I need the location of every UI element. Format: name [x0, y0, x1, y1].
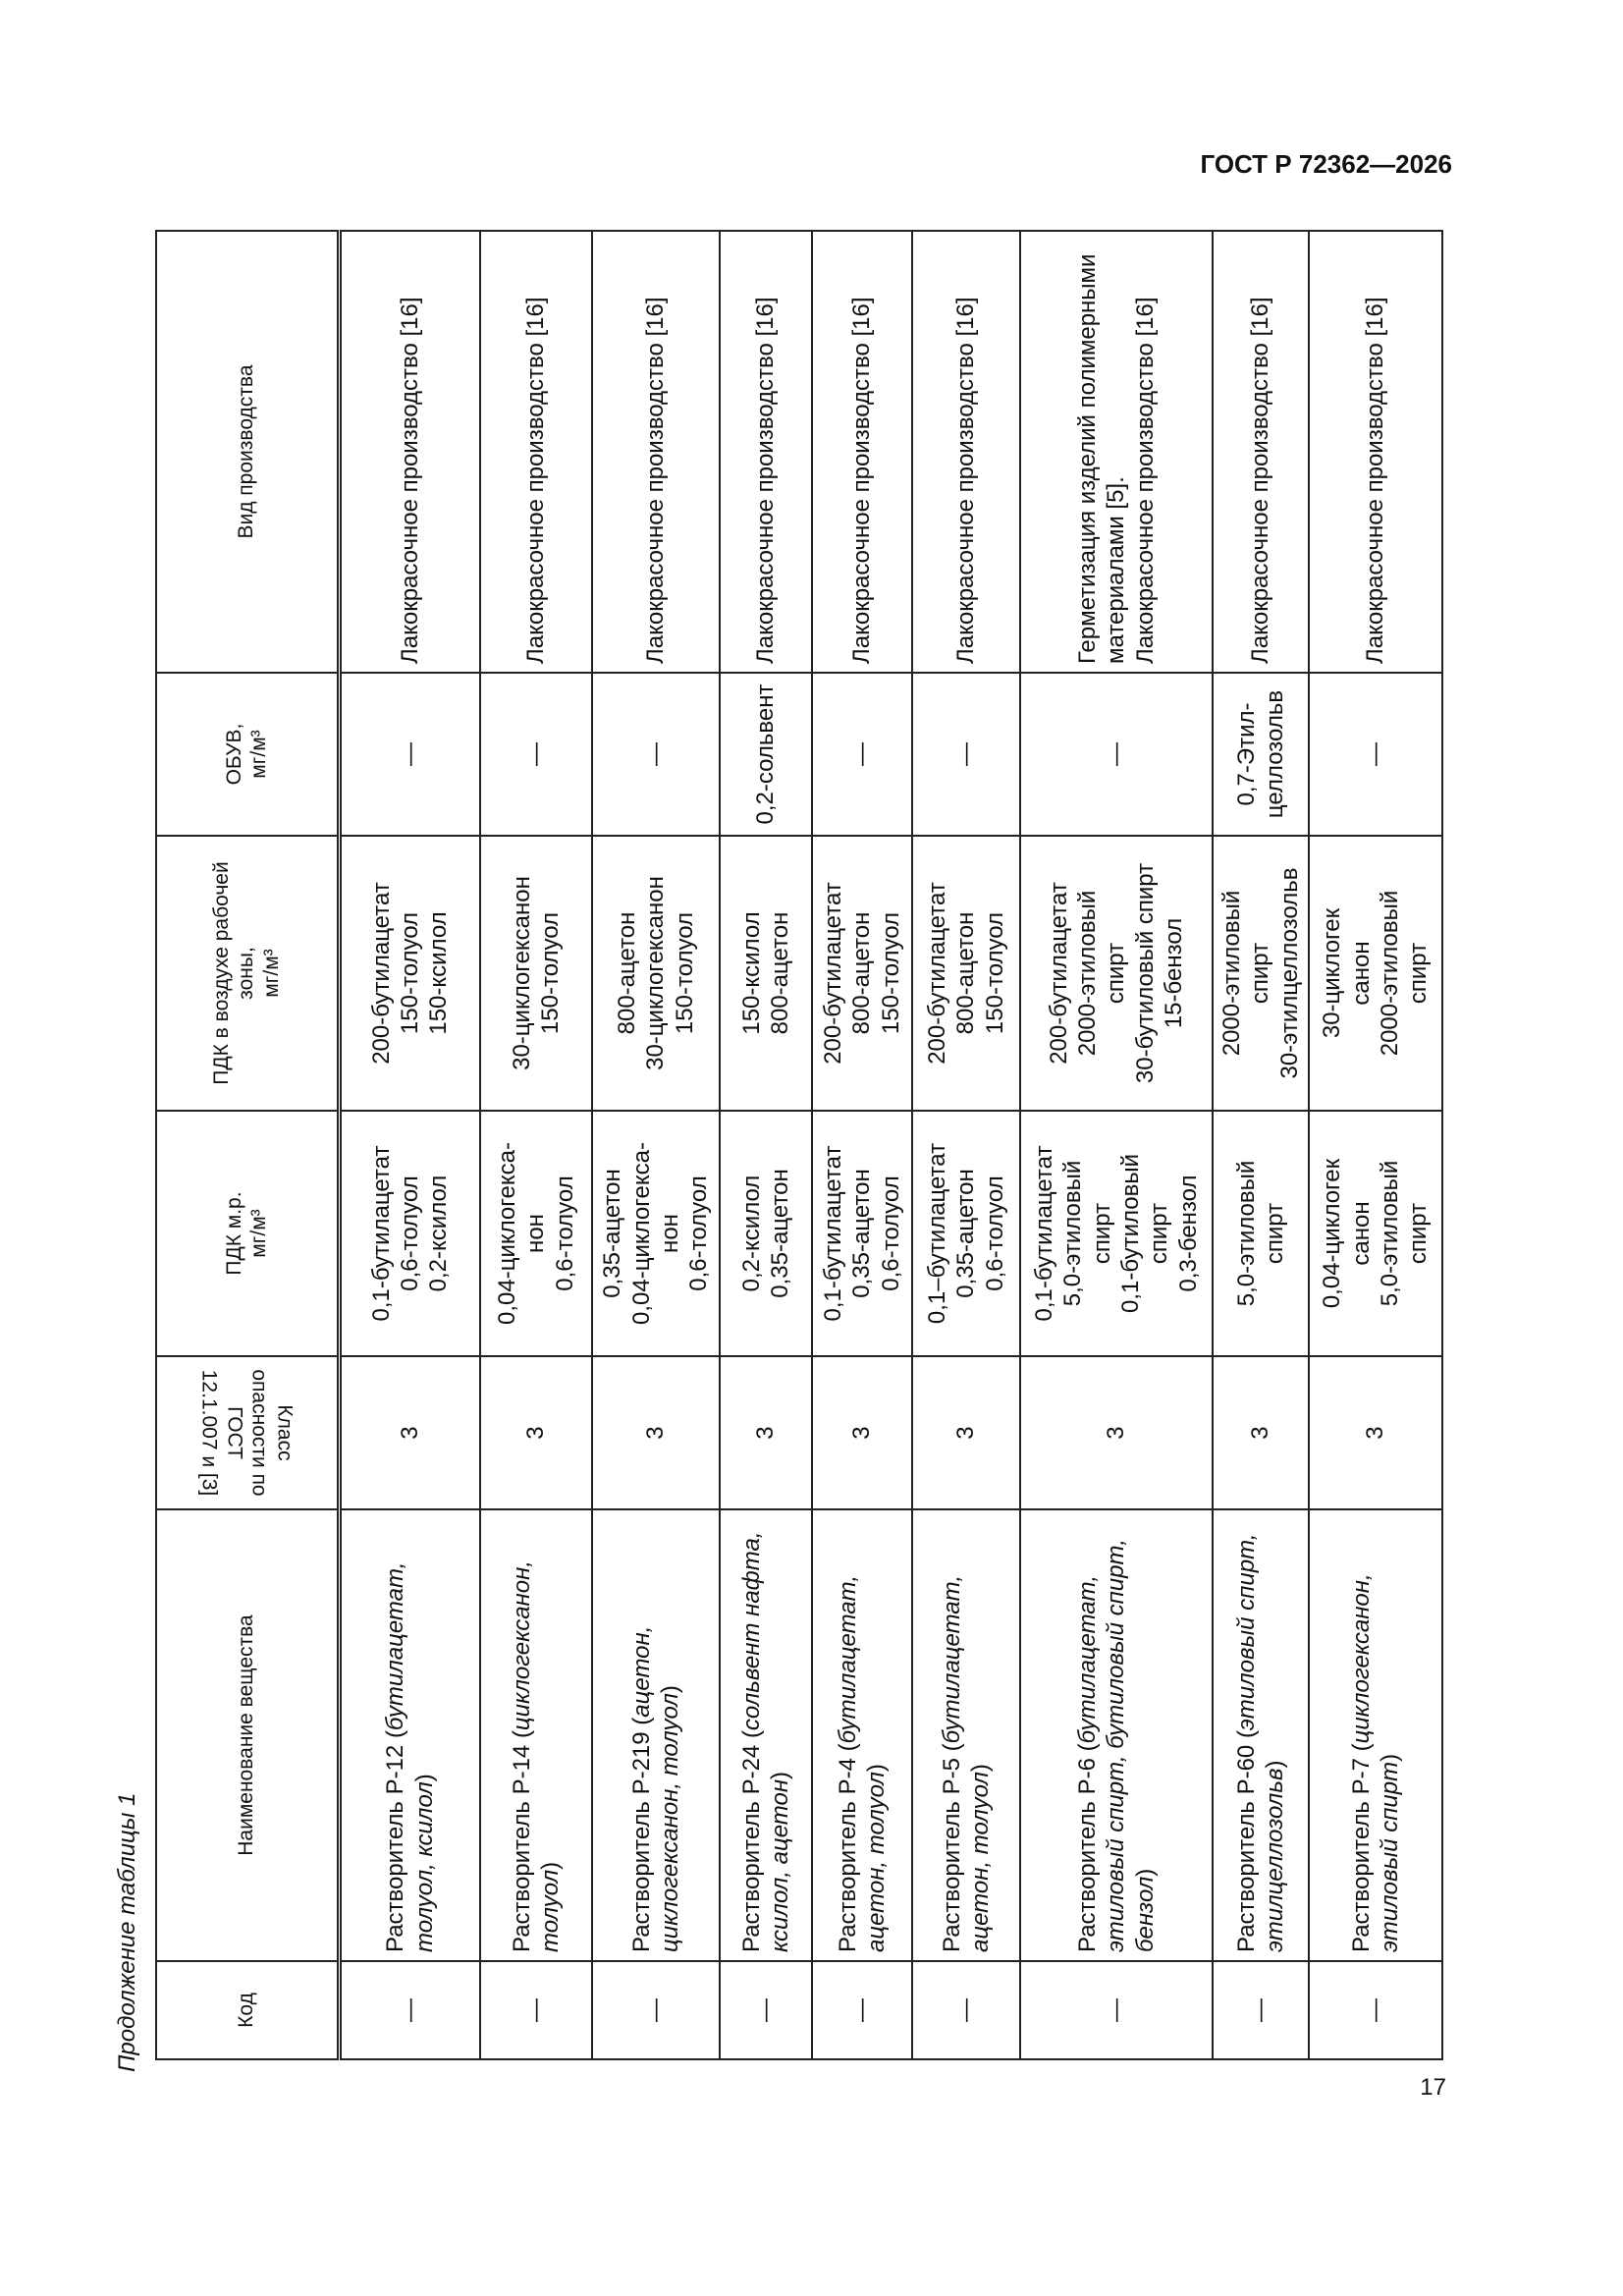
class-text: 3 — [1362, 1426, 1389, 1440]
cell-production — [1213, 231, 1309, 673]
cell-pdk-mr — [812, 1111, 912, 1356]
table-row — [1213, 231, 1309, 2059]
obuv-text: — — [952, 742, 980, 766]
name-components-text: этиловый спирт, этилцеллозольв — [1232, 1533, 1288, 1952]
class-text: 3 — [848, 1426, 876, 1440]
cell-pdk-air — [720, 836, 812, 1111]
pdk-mr-line: 0,6-толуол — [981, 1175, 1008, 1291]
cell-pdk-mr — [1213, 1111, 1309, 1356]
cell-production — [480, 231, 592, 673]
pdk-air-line: 2000-этиловый — [1376, 890, 1403, 1057]
obuv-header-unit: мг/м³ — [247, 730, 271, 779]
name-components-text: бутилацетат, ацетон, толуол — [834, 1574, 890, 1952]
cell-obuv — [812, 673, 912, 836]
name-close-text: ) — [967, 1764, 994, 1773]
code-text: — — [1247, 1998, 1274, 2022]
production-line: Лакокрасочное производство [16] — [752, 297, 780, 664]
obuv-text: 0,7-Этил-целлозольв — [1232, 689, 1288, 819]
name-text: Растворитель Р-219 ( — [627, 1717, 655, 1952]
pdk-mr-line: 0,2-ксилол — [425, 1175, 453, 1292]
code-text: — — [1362, 1998, 1389, 2022]
table-row — [720, 231, 812, 2059]
cell-production — [912, 231, 1020, 673]
pdk-air-line: санон — [1347, 941, 1375, 1006]
cell-obuv — [912, 673, 1020, 836]
cell-obuv — [1213, 673, 1309, 836]
pdk-mr-line: 0,2-ксилол — [737, 1175, 765, 1292]
pdk-air-line: 200-бутилацетат — [924, 882, 951, 1065]
name-components-text: циклогексанон, этиловый спирт — [1347, 1573, 1403, 1952]
code-text: — — [752, 1998, 780, 2022]
cell-obuv — [592, 673, 720, 836]
col-header-pdk-mr — [156, 1111, 339, 1356]
name-text: Растворитель Р-5 ( — [938, 1743, 965, 1952]
production-line: Лакокрасочное производство [16] — [642, 297, 670, 664]
table-caption: Продолжение таблицы 1 — [114, 1792, 140, 2072]
name-close-text: ) — [537, 1861, 564, 1870]
cell-production — [339, 231, 480, 673]
cell-pdk-mr — [720, 1111, 812, 1356]
table-row — [339, 231, 480, 2059]
pdk-mr-line: нон — [657, 1214, 683, 1253]
pdk-mr-line: 0,6-толуол — [551, 1175, 578, 1291]
obuv-text: — — [397, 742, 424, 766]
cell-pdk-air — [812, 836, 912, 1111]
pdk-air-line: спирт — [1405, 942, 1433, 1005]
cell-pdk-air — [592, 836, 720, 1111]
pdk-air-line: 200-бутилацетат — [367, 882, 395, 1065]
col-header-pdk-air — [156, 836, 339, 1111]
substances-table — [155, 230, 1443, 2060]
pdk-mr-line: 0,1-бутилацетат — [367, 1145, 395, 1322]
obuv-header-text: ОБУВ, — [222, 723, 245, 786]
cell-production — [1309, 231, 1442, 673]
cell-class — [912, 1356, 1020, 1509]
cell-code — [720, 1961, 812, 2059]
pdk-mr-line: 0,1-бутилацетат — [820, 1145, 847, 1322]
pdk-mr-line: 0,04-циклогекса- — [494, 1142, 521, 1325]
obuv-text: — — [1103, 742, 1130, 766]
cell-pdk-air — [339, 836, 480, 1111]
pdk-air-line: 800-ацетон — [614, 911, 641, 1035]
pdk-air-line: 800-ацетон — [952, 911, 980, 1035]
pdk-air-line: 150-толуол — [877, 911, 904, 1035]
cell-obuv — [720, 673, 812, 836]
pdk-air-line: 150-толуол — [671, 911, 698, 1035]
code-text: — — [397, 1998, 424, 2022]
obuv-text: 0,2-сольвент — [752, 683, 780, 825]
pdk-air-line: 150-ксилол — [425, 911, 453, 1035]
table-row — [1309, 231, 1442, 2059]
cell-class — [812, 1356, 912, 1509]
name-close-text: ) — [410, 1774, 438, 1782]
pdk-air-line: 15-бензол — [1160, 917, 1187, 1029]
cell-pdk-mr — [480, 1111, 592, 1356]
cell-obuv — [480, 673, 592, 836]
obuv-text: — — [642, 742, 670, 766]
pdk-mr-line: нон — [522, 1214, 550, 1253]
name-text: Растворитель Р-6 ( — [1074, 1743, 1102, 1952]
name-components-text: циклогексанон, толуол — [508, 1560, 564, 1952]
name-text: Растворитель Р-7 ( — [1347, 1743, 1375, 1952]
cell-class — [1020, 1356, 1213, 1509]
obuv-text: — — [1362, 742, 1389, 766]
pdk-air-line: 2000-этиловый — [1218, 890, 1245, 1057]
cell-code — [480, 1961, 592, 2059]
class-text: 3 — [1247, 1426, 1274, 1440]
production-line: Лакокрасочное производство [16] — [522, 297, 550, 664]
cell-name — [1020, 1509, 1213, 1961]
cell-name — [480, 1509, 592, 1961]
name-close-text: ) — [767, 1771, 793, 1779]
class-text: 3 — [952, 1426, 980, 1440]
col-header-production: Вид производства — [156, 231, 339, 673]
pdk-mr-line: 0,6-толуол — [397, 1175, 424, 1291]
cell-name — [592, 1509, 720, 1961]
code-text: — — [642, 1998, 670, 2022]
pdk-air-line: 30-бутиловый спирт — [1131, 862, 1159, 1084]
name-components-text: сольвент нафта, ксилол, ацетон — [737, 1531, 793, 1952]
pdk-mr-line: 0,1-бутиловый — [1117, 1154, 1144, 1313]
pdk-mr-line: 0,35-ацетон — [767, 1169, 793, 1298]
cell-code — [1213, 1961, 1309, 2059]
pdk-mr-line: спирт — [1405, 1202, 1433, 1265]
cell-pdk-air — [1213, 836, 1309, 1111]
standard-number: ГОСТ Р 72362—2026 — [1200, 149, 1452, 179]
cell-class — [339, 1356, 480, 1509]
pdk-mr-line: 0,3-бензол — [1174, 1175, 1202, 1292]
cell-code — [1020, 1961, 1213, 2059]
cell-name — [1213, 1509, 1309, 1961]
cell-pdk-mr — [592, 1111, 720, 1356]
table-row — [812, 231, 912, 2059]
pdk-air-line: 800-ацетон — [767, 911, 793, 1035]
cell-pdk-air — [1309, 836, 1442, 1111]
table-row — [912, 231, 1020, 2059]
cell-pdk-mr — [912, 1111, 1020, 1356]
cell-name — [812, 1509, 912, 1961]
name-text: Растворитель Р-60 ( — [1232, 1730, 1260, 1952]
cell-pdk-mr — [339, 1111, 480, 1356]
pdk-mr-line: спирт — [1261, 1202, 1288, 1265]
table-header-row — [156, 231, 339, 2059]
pdk-mr-line: 0,1–бутилацетат — [924, 1142, 951, 1325]
production-line: Лакокрасочное производство [16] — [848, 297, 876, 664]
table-row — [592, 231, 720, 2059]
pdk-mr-line: санон — [1347, 1201, 1375, 1266]
pdk-mr-line: 5,0-этиловый — [1376, 1160, 1403, 1307]
col-header-code: Код — [156, 1961, 339, 2059]
cell-class — [480, 1356, 592, 1509]
cell-code — [912, 1961, 1020, 2059]
cell-class — [1213, 1356, 1309, 1509]
name-text: Растворитель Р-12 ( — [382, 1730, 409, 1952]
pdk-mr-line: 0,04-циклогекса- — [627, 1142, 655, 1325]
pdk-mr-header-unit: мг/м³ — [247, 1209, 271, 1258]
cell-pdk-air — [1020, 836, 1213, 1111]
name-components-text: бутилацетат, ацетон, толуол — [938, 1574, 994, 1952]
pdk-air-line: 200-бутилацетат — [820, 882, 847, 1065]
obuv-text: — — [522, 742, 550, 766]
cell-production — [812, 231, 912, 673]
pdk-air-line: спирт — [1247, 942, 1274, 1005]
name-components-text: ацетон, циклогексанон, толуол — [627, 1625, 683, 1952]
pdk-mr-line: 0,04-циклогек — [1319, 1158, 1346, 1309]
page-number: 17 — [1420, 2074, 1446, 2101]
code-text: — — [952, 1998, 980, 2022]
obuv-text: — — [848, 742, 876, 766]
table-row — [480, 231, 592, 2059]
pdk-air-line: 30-этилцеллозольв — [1275, 867, 1303, 1079]
name-text: Растворитель Р-4 ( — [834, 1743, 861, 1952]
code-text: — — [522, 1998, 550, 2022]
class-text: 3 — [642, 1426, 670, 1440]
pdk-mr-header-text: ПДК м.р. — [222, 1191, 245, 1276]
cell-name — [720, 1509, 812, 1961]
code-text: — — [1103, 1998, 1130, 2022]
class-text: 3 — [1103, 1426, 1130, 1440]
pdk-air-line: спирт — [1103, 942, 1130, 1005]
cell-code — [339, 1961, 480, 2059]
cell-code — [1309, 1961, 1442, 2059]
pdk-air-header-unit: мг/м³ — [260, 949, 284, 998]
pdk-mr-line: 0,35-ацетон — [599, 1169, 626, 1298]
cell-production — [592, 231, 720, 673]
cell-pdk-air — [912, 836, 1020, 1111]
table-body — [339, 231, 1442, 2059]
name-close-text: ) — [657, 1685, 683, 1694]
cell-obuv — [1309, 673, 1442, 836]
cell-pdk-mr — [1020, 1111, 1213, 1356]
pdk-air-line: 200-бутилацетат — [1045, 882, 1072, 1065]
cell-production — [720, 231, 812, 673]
name-components-text: бутилацетат, толуол, ксилол — [382, 1561, 438, 1952]
cell-obuv — [1020, 673, 1213, 836]
table-row — [1020, 231, 1213, 2059]
pdk-mr-line: спирт — [1088, 1202, 1115, 1265]
cell-class — [592, 1356, 720, 1509]
pdk-air-line: 150-ксилол — [737, 911, 765, 1035]
pdk-mr-line: спирт — [1146, 1202, 1173, 1265]
pdk-air-line: 150-толуол — [537, 911, 564, 1035]
production-line: Лакокрасочное производство [16] — [1131, 297, 1159, 664]
pdk-air-header-text: ПДК в воздухе рабочей зоны, — [209, 861, 258, 1085]
cell-code — [592, 1961, 720, 2059]
class-text: 3 — [522, 1426, 550, 1440]
cell-pdk-mr — [1309, 1111, 1442, 1356]
class-text: 3 — [752, 1426, 780, 1440]
pdk-mr-line: 0,6-толуол — [877, 1175, 904, 1291]
code-text: — — [848, 1998, 876, 2022]
pdk-air-line: 30-циклогек — [1319, 907, 1346, 1039]
name-components-text: бутилацетат, этиловый спирт, бутиловый спирт, бензол — [1074, 1539, 1159, 1952]
pdk-mr-line: 5,0-этиловый — [1059, 1160, 1087, 1307]
pdk-mr-line: 0,35-ацетон — [848, 1169, 876, 1298]
name-text: Растворитель Р-24 ( — [737, 1730, 765, 1952]
cell-name — [339, 1509, 480, 1961]
cell-name — [1309, 1509, 1442, 1961]
production-line: Лакокрасочное производство [16] — [1362, 297, 1389, 664]
cell-name — [912, 1509, 1020, 1961]
production-line: Герметизация изделий полимерными материалами [5]. — [1074, 253, 1130, 664]
name-text: Растворитель Р-14 ( — [508, 1730, 535, 1952]
class-text: 3 — [397, 1426, 424, 1440]
name-close-text: ) — [1261, 1760, 1288, 1769]
pdk-air-line: 2000-этиловый — [1074, 890, 1102, 1057]
col-header-class — [156, 1356, 339, 1509]
cell-code — [812, 1961, 912, 2059]
pdk-air-line: 150-толуол — [397, 911, 424, 1035]
pdk-air-line: 30-циклогексанон — [508, 876, 535, 1070]
pdk-mr-line: 0,1-бутилацетат — [1031, 1145, 1058, 1322]
pdk-air-line: 800-ацетон — [848, 911, 876, 1035]
cell-obuv — [339, 673, 480, 836]
name-close-text: ) — [1131, 1868, 1159, 1877]
name-close-text: ) — [863, 1764, 890, 1773]
production-line: Лакокрасочное производство [16] — [952, 297, 980, 664]
pdk-air-line: 150-толуол — [981, 911, 1008, 1035]
col-header-name: Наименование вещества — [156, 1509, 339, 1961]
cell-production — [1020, 231, 1213, 673]
pdk-mr-line: 0,35-ацетон — [952, 1169, 980, 1298]
pdk-mr-line: 0,6-толуол — [685, 1175, 713, 1291]
cell-pdk-air — [480, 836, 592, 1111]
pdk-mr-line: 5,0-этиловый — [1232, 1160, 1260, 1307]
table-container — [155, 232, 1437, 2060]
pdk-air-line: 30-циклогексанон — [642, 876, 670, 1070]
col-header-obuv — [156, 673, 339, 836]
cell-class — [1309, 1356, 1442, 1509]
production-line: Лакокрасочное производство [16] — [1247, 297, 1274, 664]
production-line: Лакокрасочное производство [16] — [397, 297, 424, 664]
cell-class — [720, 1356, 812, 1509]
class-header-text: Класс опасности по ГОСТ 12.1.007 и [3] — [197, 1369, 297, 1497]
name-close-text: ) — [1376, 1753, 1403, 1762]
